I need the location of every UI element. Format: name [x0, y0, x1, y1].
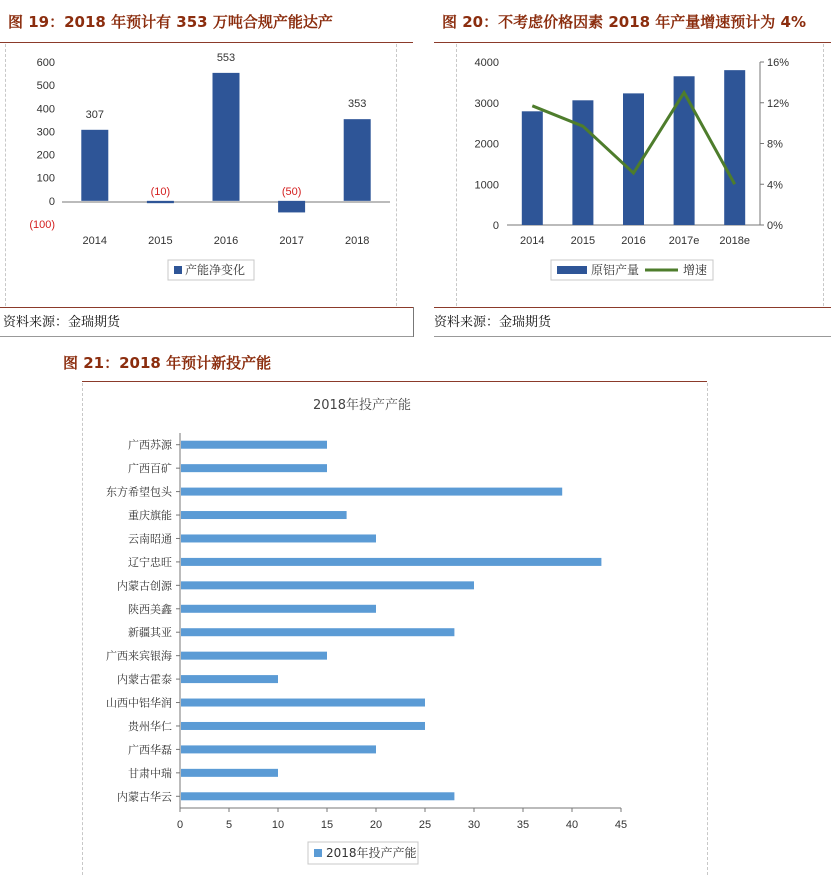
fig19-y-tick: 500: [36, 80, 55, 93]
fig19-x-tick: 2015: [148, 235, 173, 247]
fig21-bar: [181, 581, 474, 589]
fig20-y-right-tick: 16%: [767, 57, 790, 69]
fig21-x-tick: 25: [418, 819, 432, 831]
fig19-y-tick: 300: [36, 126, 55, 139]
fig21-category-label: 辽宁忠旺: [128, 555, 172, 569]
fig21-x-tick: 35: [516, 819, 530, 831]
fig19-source: 资料来源：金瑞期货: [3, 315, 121, 330]
fig21-chart-title: 2018年投产产能: [312, 398, 412, 413]
fig21-category-label: 广西华磊: [128, 743, 172, 757]
fig21-x-tick: 20: [369, 819, 383, 831]
fig20-y-left-tick: 2000: [474, 138, 499, 151]
fig21-bar: [181, 792, 454, 800]
fig20-y-right-tick: 0%: [767, 220, 783, 232]
fig21-bar: [181, 464, 327, 472]
fig19-x-tick: 2014: [82, 235, 108, 247]
fig20-x-tick: 2017e: [668, 235, 700, 247]
fig20-y-left-tick: 3000: [474, 97, 499, 110]
fig20-title: 图 20：不考虑价格因素 2018 年产量增速预计为 4%: [442, 13, 806, 31]
fig20-y-left-tick: 0: [492, 220, 499, 232]
fig20-y-right-tick: 12%: [767, 97, 790, 110]
fig20-legend-bar-label: 原铝产量: [591, 263, 640, 277]
fig19-y-tick: 100: [36, 172, 55, 185]
fig20-y-right-tick: 8%: [767, 138, 783, 151]
fig21-bar: [181, 699, 425, 707]
fig19-x-tick: 2016: [213, 235, 239, 247]
fig20-x-tick: 2018e: [719, 235, 750, 247]
fig21-title: 图 21：2018 年预计新投产能: [63, 354, 272, 372]
fig19-data-label: (50): [281, 185, 302, 198]
fig19-data-label: 553: [216, 51, 236, 64]
fig20-x-tick: 2016: [621, 235, 646, 247]
fig19-y-tick: (100): [29, 219, 55, 231]
fig21-category-label: 重庆旗能: [128, 509, 172, 523]
fig21-x-tick: 40: [565, 819, 579, 831]
fig19-x-tick: 2018: [344, 235, 370, 247]
fig20-y-left-tick: 1000: [474, 179, 499, 192]
fig21-category-label: 山西中铝华润: [106, 696, 172, 710]
fig21-category-label: 广西百矿: [128, 462, 172, 476]
fig21-category-label: 陕西美鑫: [128, 602, 172, 616]
fig21-category-label: 内蒙古创源: [117, 579, 172, 593]
fig21-bar: [181, 628, 454, 636]
fig21-category-label: 甘肃中瑞: [128, 766, 172, 780]
fig19-data-label: 353: [348, 98, 367, 111]
fig21-category-label: 贵州华仁: [128, 719, 172, 733]
fig21-bar: [181, 488, 562, 496]
fig20-x-tick: 2014: [520, 235, 545, 247]
fig19-title: 图 19：2018 年预计有 353 万吨合规产能达产: [8, 13, 333, 31]
fig19-data-label: (10): [150, 185, 171, 198]
fig19-y-tick: 600: [36, 57, 55, 69]
fig21-category-label: 云南昭通: [128, 532, 172, 546]
fig19-legend-label: 产能净变化: [185, 263, 246, 277]
fig21-x-tick: 0: [176, 819, 184, 831]
fig21-category-label: 广西苏源: [128, 438, 172, 452]
fig21-x-tick: 5: [225, 819, 233, 831]
fig20-y-right-tick: 4%: [767, 179, 783, 192]
fig20-legend-line-label: 增速: [683, 263, 708, 277]
fig21-bar: [181, 511, 347, 519]
fig19-y-tick: 200: [36, 149, 55, 162]
fig21-bar: [181, 722, 425, 730]
fig21-bar: [181, 745, 376, 753]
fig21-bar: [181, 769, 278, 777]
fig21-x-tick: 45: [614, 819, 628, 831]
fig21-category-label: 内蒙古霍泰: [117, 673, 172, 687]
fig21-x-tick: 10: [271, 819, 285, 831]
fig19-data-label: 307: [85, 108, 104, 121]
fig21-category-label: 新疆其亚: [128, 626, 172, 640]
fig21-x-tick: 15: [320, 819, 334, 831]
fig21-bar: [181, 605, 376, 613]
fig21-category-label: 内蒙古华云: [117, 790, 172, 804]
fig21-bar: [181, 675, 278, 683]
fig21-bar: [181, 441, 327, 449]
fig19-x-tick: 2017: [279, 235, 304, 247]
fig20-y-left-tick: 4000: [474, 57, 499, 69]
fig21-legend-label: 2018年投产产能: [326, 846, 417, 860]
fig21-x-tick: 30: [467, 819, 481, 831]
fig21-bar: [181, 534, 376, 542]
fig21-legend-swatch: [314, 849, 322, 857]
fig19-y-tick: 0: [48, 195, 55, 208]
fig21-category-label: 东方希望包头: [106, 485, 172, 499]
fig20-x-tick: 2015: [570, 235, 596, 247]
fig21-bar: [181, 558, 601, 566]
fig21-bar: [181, 652, 327, 660]
fig21-category-label: 广西来宾银海: [106, 649, 172, 663]
fig19-y-tick: 400: [36, 103, 55, 116]
fig20-source: 资料来源：金瑞期货: [434, 315, 552, 330]
